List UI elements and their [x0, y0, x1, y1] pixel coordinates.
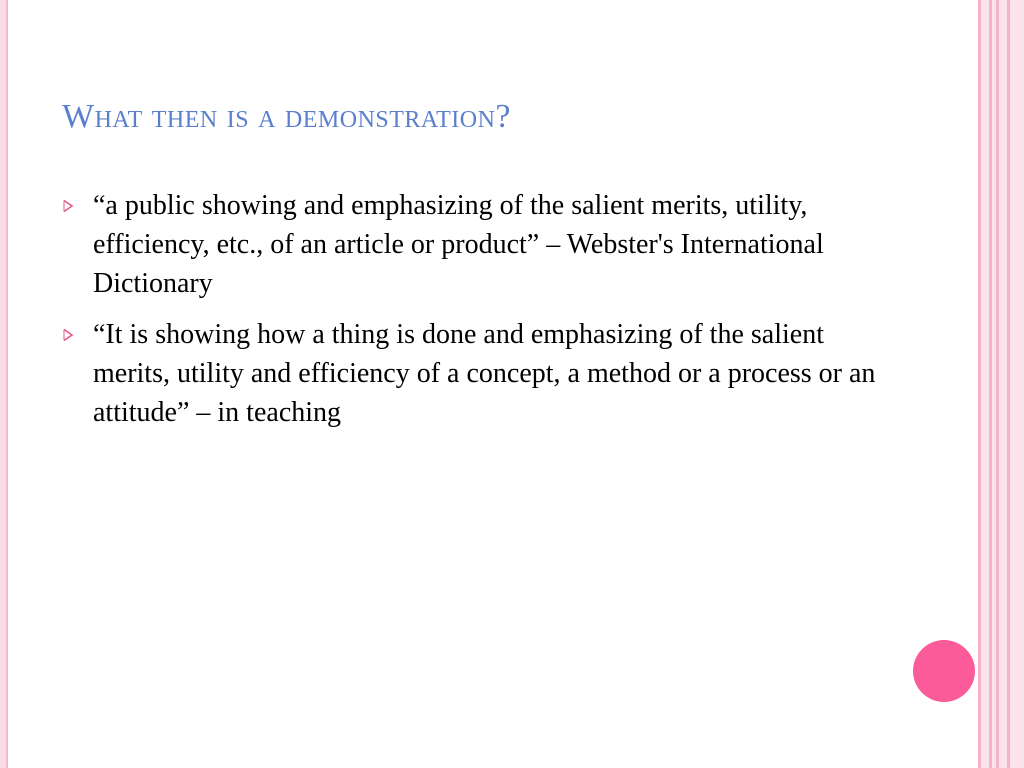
arrow-bullet-icon	[62, 328, 74, 342]
stripe	[1010, 0, 1024, 768]
left-border-decoration	[0, 0, 8, 768]
bullet-list	[62, 186, 882, 444]
accent-circle-decoration	[913, 640, 975, 702]
right-stripe-decoration	[978, 0, 1024, 768]
stripe	[999, 0, 1007, 768]
bullet-item	[62, 315, 882, 432]
bullet-text: “It is showing how a thing is done and emphasizing of the salient merits, utility and efficiency of a concept, a method or a process or an attitude” – in teaching	[93, 319, 876, 428]
slide-title: What then is a demonstration?	[62, 98, 512, 135]
arrow-bullet-icon	[62, 199, 74, 213]
stripe	[981, 0, 989, 768]
bullet-text: “a public showing and emphasizing of the salient merits, utility, efficiency, etc., of an article or product” – Webster's International Dictionary	[93, 190, 824, 299]
bullet-item	[62, 186, 882, 303]
